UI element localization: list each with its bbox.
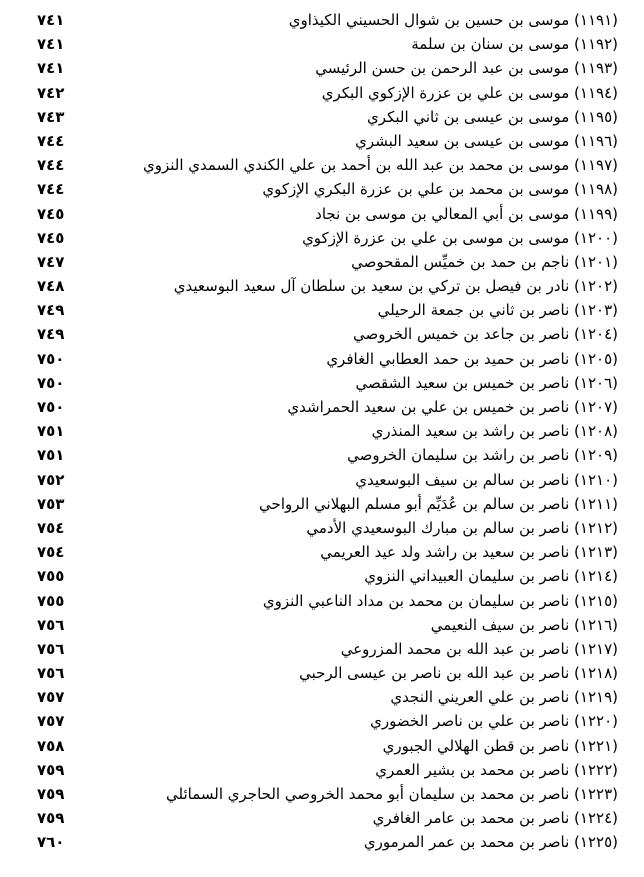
entry-name: (١١٩٤) موسى بن علي بن عزرة الإزكوي البكري	[321, 83, 618, 102]
index-entry-row	[0, 492, 644, 516]
entry-page-number: ٧٥٥	[37, 567, 65, 586]
index-entry-row	[0, 371, 644, 395]
index-entry-row	[0, 685, 644, 709]
index-entry-row	[0, 202, 644, 226]
index-entry-row	[0, 661, 644, 685]
entry-page-number: ٧٥٠	[37, 349, 65, 368]
entry-name: (١١٩٩) موسى بن أبي المعالي بن موسى بن نجاد	[315, 204, 618, 223]
entry-name: (١٢٠٥) ناصر بن حميد بن حمد العطابي الغافري	[326, 349, 618, 368]
index-entry-row	[0, 250, 644, 274]
entry-name: (١٢١٣) ناصر بن سعيد بن راشد ولد عيد العريمي	[320, 543, 618, 562]
entry-name: (١١٩٨) موسى بن محمد بن علي بن عزرة البكري الإزكوي	[262, 180, 618, 199]
entry-page-number: ٧٥١	[37, 422, 65, 441]
entry-name: (١٢١٩) ناصر بن علي العريني النجدي	[390, 688, 618, 707]
entry-name: (١١٩١) موسى بن حسين بن شوال الحسيني الكيذاوي	[288, 11, 618, 29]
entry-name: (١٢١٥) ناصر بن سليمان بن محمد بن مداد الناعبي النزوي	[262, 591, 618, 610]
index-entry-row	[0, 32, 644, 56]
entry-page-number: ٧٥٩	[37, 760, 65, 779]
entry-name: (١٢١٤) ناصر بن سليمان العبيداني النزوي	[364, 567, 618, 586]
entry-page-number: ٧٥٨	[37, 736, 65, 755]
index-entry-row	[0, 734, 644, 758]
index-entry-row	[0, 589, 644, 613]
entry-name: (١٢٠١) ناجم بن حمد بن خميِّس المقحوصي	[351, 252, 618, 271]
index-entry-row	[0, 830, 644, 854]
entry-page-number: ٧٥٣	[37, 494, 65, 513]
index-entry-row	[0, 226, 644, 250]
index-entry-row	[0, 613, 644, 637]
entry-name: (١١٩٢) موسى بن سنان بن سلمة	[411, 35, 618, 54]
entry-name: (١١٩٦) موسى بن عيسى بن سعيد البشري	[355, 131, 618, 150]
entry-page-number: ٧٥٧	[37, 712, 65, 731]
entry-name: (١١٩٣) موسى بن عبد الرحمن بن حسن الرئيسي	[315, 59, 618, 78]
entry-name: (١٢٢٣) ناصر بن محمد بن سليمان أبو محمد الخروصي الحاجري السمائلي	[166, 785, 618, 803]
entry-page-number: ٧٥٤	[37, 543, 65, 562]
index-entry-row	[0, 8, 644, 32]
entry-name: (١٢١٨) ناصر بن عبد الله بن ناصر بن عيسى الرحبي	[299, 664, 618, 683]
index-entry-row	[0, 468, 644, 492]
entry-page-number: ٧٤١	[37, 11, 65, 29]
entry-name: (١٢٠٦) ناصر بن خميس بن سعيد الشقصي	[355, 373, 618, 392]
entry-name: (١٢٠٧) ناصر بن خميس بن علي بن سعيد الحمراشدي	[287, 398, 618, 416]
index-entry-row	[0, 274, 644, 298]
entry-name: (١٢١٢) ناصر بن سالم بن مبارك البوسعيدي الأدمي	[306, 518, 618, 537]
entry-page-number: ٧٥٠	[37, 373, 65, 392]
index-entry-row	[0, 540, 644, 564]
entry-page-number: ٧٥٩	[37, 785, 65, 803]
entry-name: (١٢٠٢) نادر بن فيصل بن تركي بن سعيد بن سلطان آل سعيد البوسعيدي	[173, 277, 618, 296]
entry-name: (١٢١٠) ناصر بن سالم بن سيف البوسعيدي	[355, 470, 618, 489]
entry-name: (١٢٢٥) ناصر بن محمد بن عمر المرموري	[363, 833, 618, 852]
entry-page-number: ٧٤٨	[37, 277, 65, 296]
entry-page-number: ٧٤١	[37, 59, 65, 78]
entry-name: (١٢٢٠) ناصر بن علي بن ناصر الخضوري	[370, 712, 618, 731]
entry-name: (١٢٢١) ناصر بن قطن الهلالي الجبوري	[382, 736, 618, 755]
index-list	[0, 8, 644, 855]
index-entry-row	[0, 153, 644, 177]
index-entry-row	[0, 782, 644, 806]
entry-name: (١٢٠٨) ناصر بن راشد بن سعيد المنذري	[371, 422, 618, 441]
entry-name: (١٢٠٤) ناصر بن جاعد بن خميس الخروصي	[353, 325, 618, 344]
entry-name: (١٢١٦) ناصر بن سيف النعيمي	[430, 615, 618, 634]
entry-page-number: ٧٤١	[37, 35, 65, 54]
index-entry-row	[0, 298, 644, 322]
entry-page-number: ٧٤٤	[37, 156, 65, 175]
entry-page-number: ٧٥٤	[37, 518, 65, 537]
index-entry-row	[0, 564, 644, 588]
index-entry-row	[0, 806, 644, 830]
entry-page-number: ٧٤٩	[37, 325, 65, 344]
entry-page-number: ٧٤٤	[37, 180, 65, 199]
index-entry-row	[0, 129, 644, 153]
entry-page-number: ٧٤٣	[37, 107, 65, 126]
entry-name: (١٢٢٢) ناصر بن محمد بن بشير العمري	[375, 760, 618, 779]
index-entry-row	[0, 758, 644, 782]
index-entry-row	[0, 516, 644, 540]
index-entry-row	[0, 105, 644, 129]
index-entry-row	[0, 322, 644, 346]
entry-name: (١٢٠٣) ناصر بن ثاني بن جمعة الرحيلي	[377, 301, 618, 320]
entry-page-number: ٧٤٢	[37, 83, 65, 102]
entry-page-number: ٧٥٥	[37, 591, 65, 610]
entry-name: (١٢٢٤) ناصر بن محمد بن عامر الغافري	[372, 809, 618, 828]
entry-name: (١٢٠٠) موسى بن موسى بن علي بن عزرة الإزكوي	[302, 228, 618, 247]
entry-name: (١١٩٧) موسى بن محمد بن عبد الله بن أحمد بن علي الكندي السمدي النزوي	[142, 156, 618, 175]
entry-page-number: ٧٥٧	[37, 688, 65, 707]
entry-page-number: ٧٥٢	[37, 470, 65, 489]
entry-page-number: ٧٥٦	[37, 639, 65, 658]
entry-page-number: ٧٤٧	[37, 252, 65, 271]
entry-page-number: ٧٥٦	[37, 664, 65, 683]
index-entry-row	[0, 419, 644, 443]
index-entry-row	[0, 443, 644, 467]
entry-page-number: ٧٤٤	[37, 131, 65, 150]
entry-page-number: ٧٤٩	[37, 301, 65, 320]
index-entry-row	[0, 177, 644, 201]
index-entry-row	[0, 395, 644, 419]
entry-name: (١٢١٧) ناصر بن عبد الله بن محمد المزروعي	[340, 639, 618, 658]
entry-page-number: ٧٦٠	[37, 833, 65, 852]
entry-name: (١٢١١) ناصر بن سالم بن عُدَيِّم أبو مسلم البهلاني الرواحي	[259, 494, 618, 513]
index-entry-row	[0, 81, 644, 105]
entry-name: (١١٩٥) موسى بن عيسى بن ثاني البكري	[367, 107, 618, 126]
index-entry-row	[0, 347, 644, 371]
entry-page-number: ٧٥٦	[37, 615, 65, 634]
entry-page-number: ٧٤٥	[37, 228, 65, 247]
entry-page-number: ٧٥٩	[37, 809, 65, 828]
entry-page-number: ٧٥٠	[37, 398, 65, 416]
entry-page-number: ٧٤٥	[37, 204, 65, 223]
index-entry-row	[0, 709, 644, 733]
index-entry-row	[0, 56, 644, 80]
index-entry-row	[0, 637, 644, 661]
entry-name: (١٢٠٩) ناصر بن راشد بن سليمان الخروصي	[347, 446, 618, 465]
entry-page-number: ٧٥١	[37, 446, 65, 465]
